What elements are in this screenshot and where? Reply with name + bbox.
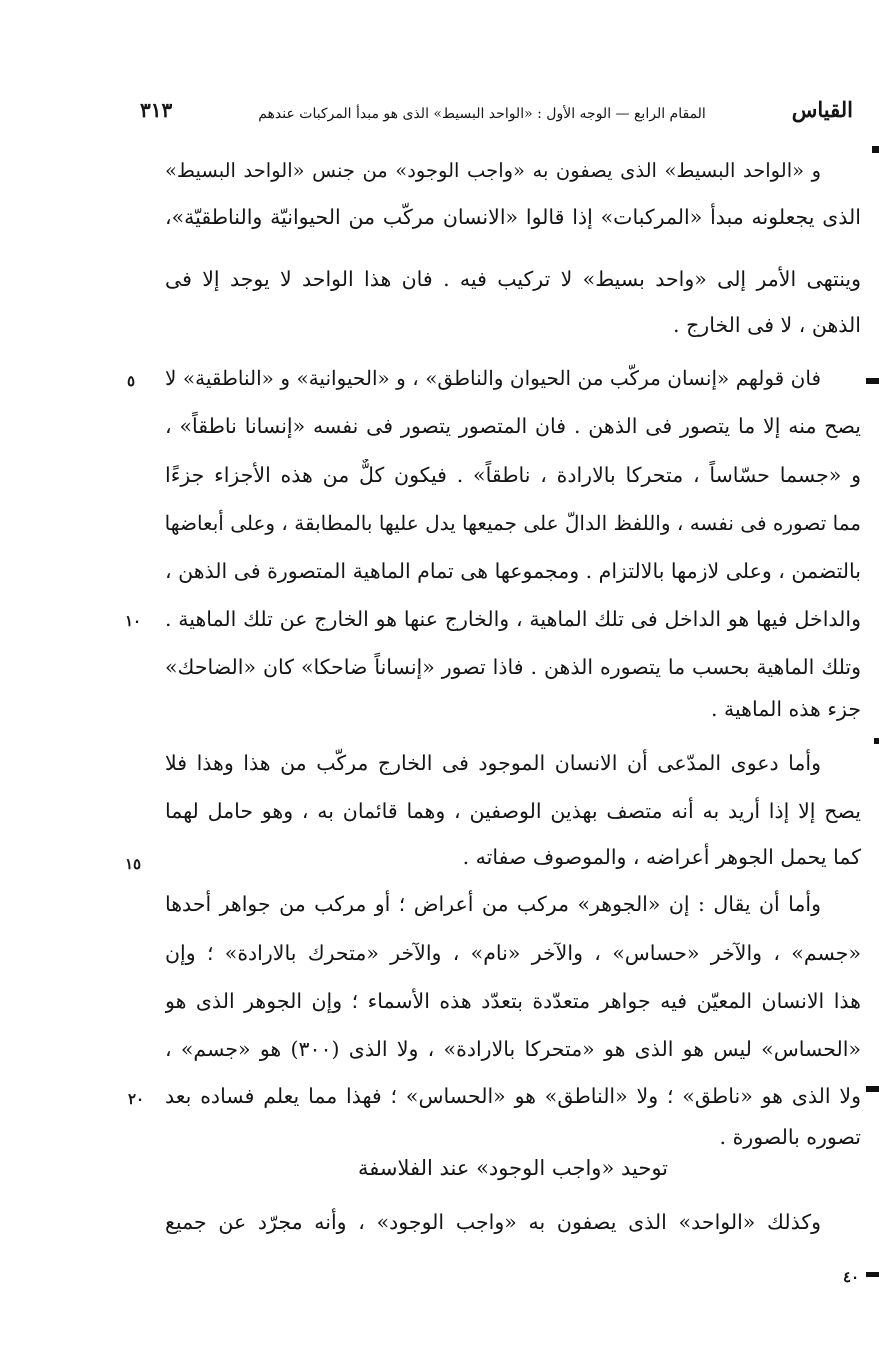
margin-mark xyxy=(866,378,879,384)
signature-mark: ٤٠ xyxy=(843,1268,860,1286)
text-line: جزء هذه الماهية . xyxy=(710,697,861,721)
text-line: و «جسما حسّاساً ، متحركا بالارادة ، ناطقاً» . فيكون كلٌّ من هذه الأجزاء جزءًا xyxy=(165,463,861,487)
header-running-title: المقام الرابع — الوجه الأول : «الواحد البسيط» الذى هو مبدأ المركبات عندهم xyxy=(258,106,706,122)
text-line: وأما دعوى المدّعى أن الانسان الموجود فى الخارج مركّب من هذا وهذا فلا xyxy=(165,751,821,775)
text-line: وتلك الماهية بحسب ما يتصوره الذهن . فاذا تصور «إنساناً ضاحكا» كان «الضاحك» xyxy=(165,655,861,679)
text-line: وأما أن يقال : إن «الجوهر» مركب من أعراض ؛ أو مركب من جواهر أحدها xyxy=(165,892,821,916)
text-line: بالتضمن ، وعلى لازمها بالالتزام . ومجموعها هى تمام الماهية المتصورة فى الذهن ، xyxy=(165,559,861,583)
text-line: ولا الذى هو «ناطق» ؛ ولا «الناطق» هو «الحساس» ؛ فهذا مما يعلم فساده بعد xyxy=(165,1084,861,1108)
margin-mark xyxy=(866,1272,879,1277)
margin-line-number-10: ١٠ xyxy=(125,612,142,630)
section-heading: توحيد «واجب الوجود» عند الفلاسفة xyxy=(357,1156,669,1180)
text-line: يصح إلا إذا أريد به أنه متصف بهذين الوصفين ، وهما قائمان به ، وهو حامل لهما xyxy=(165,799,861,823)
text-line: «الحساس» ليس هو الذى هو «متحركا بالارادة» ، ولا الذى (٣٠٠) هو «جسم» ، xyxy=(165,1037,861,1061)
text-line: والداخل فيها هو الداخل فى تلك الماهية ، والخارج عنها هو الخارج عن تلك الماهية . xyxy=(165,607,861,631)
text-line: كما يحمل الجوهر أعراضه ، والموصوف صفاته . xyxy=(462,845,861,869)
page-number: ٣١٣ xyxy=(140,98,173,122)
margin-mark xyxy=(866,1086,879,1092)
text-line: و «الواحد البسيط» الذى يصفون به «واجب الوجود» من جنس «الواحد البسيط» xyxy=(165,159,821,182)
margin-line-number-15: ١٥ xyxy=(125,855,142,873)
page-header xyxy=(140,82,853,122)
margin-mark xyxy=(872,146,879,153)
margin-line-number-5: ٥ xyxy=(127,372,136,390)
text-line: وينتهى الأمر إلى «واحد بسيط» لا تركيب فيه . فان هذا الواحد لا يوجد إلا فى xyxy=(165,267,861,291)
text-line: وكذلك «الواحد» الذى يصفون به «واجب الوجود» ، وأنه مجرّد عن جميع xyxy=(165,1210,821,1234)
text-line: فان قولهم «إنسان مركّب من الحيوان والناطق» ، و «الحيوانية» و «الناطقية» لا xyxy=(165,366,821,390)
text-line: هذا الانسان المعيّن فيه جواهر متعدّدة بتعدّد هذه الأسماء ؛ وإن الجوهر الذى هو xyxy=(165,989,861,1013)
margin-line-number-20: ٢٠ xyxy=(128,1090,145,1108)
text-line: يصح منه إلا ما يتصور فى الذهن . فان المتصور يتصور فى نفسه «إنسانا ناطقاً» ، xyxy=(165,414,861,438)
header-title: القياس xyxy=(791,97,853,122)
text-line: تصوره بالصورة . xyxy=(719,1125,861,1149)
text-line: الذهن ، لا فى الخارج . xyxy=(673,313,861,337)
text-line: «جسم» ، والآخر «حساس» ، والآخر «نام» ، والآخر «متحرك بالارادة» ؛ وإن xyxy=(165,941,861,965)
text-line: الذى يجعلونه مبدأ «المركبات» إذا قالوا «الانسان مركّب من الحيوانيّة والناطقيّة»، xyxy=(165,205,861,229)
text-line: مما تصوره فى نفسه ، واللفظ الدالّ على جميعها يدل عليها بالمطابقة ، وعلى أبعاضها xyxy=(165,511,861,535)
margin-mark xyxy=(874,738,879,744)
